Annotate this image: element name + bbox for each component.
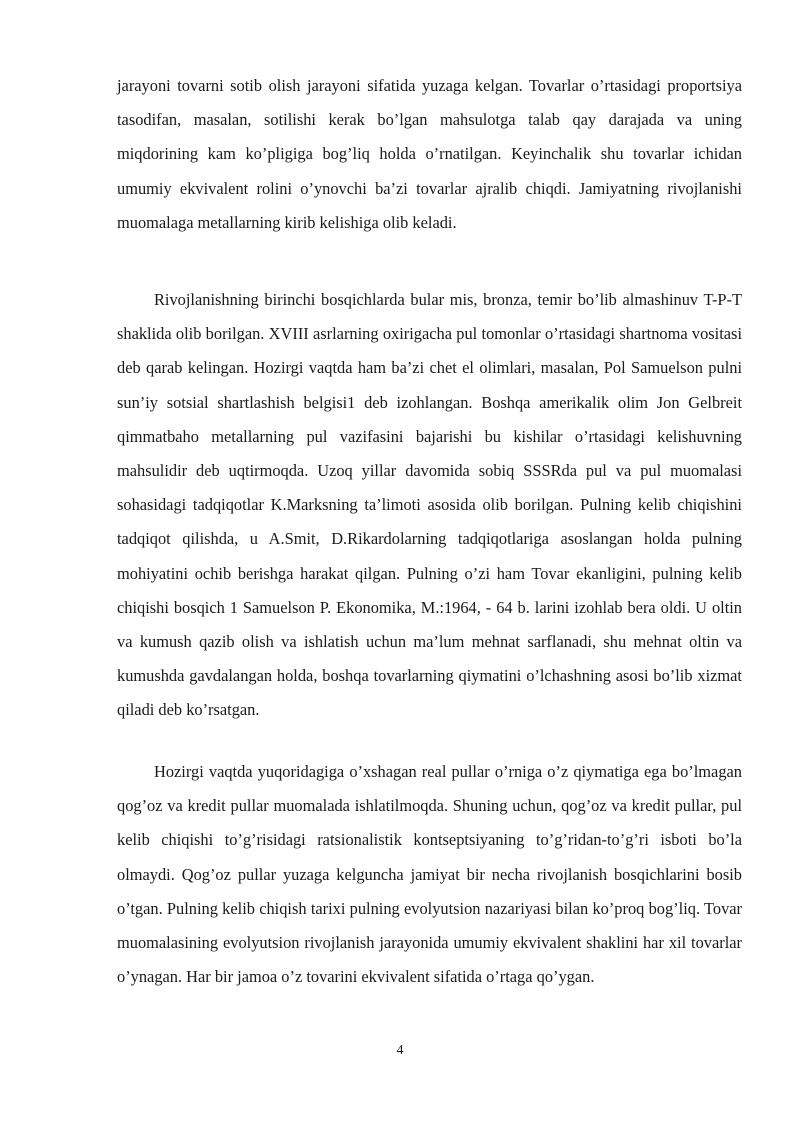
paragraph-1: jarayoni tovarni sotib olish jarayoni sifatida yuzaga kelgan. Tovarlar o’rtasidagi proportsiya tasodifan, masalan, sotilishi kerak bo’lgan mahsulotga talab qay darajada va uning miqdorining kam ko’pligiga bog’liq holda o’rnatilgan. Keyinchalik shu tovarlar ichidan umumiy ekvivalent rolini o’ynovchi ba’zi tovarlar ajralib chiqdi. Jamiyatning rivojlanishi muomalaga metallarning kirib kelishiga olib keladi. <box>117 76 742 232</box>
page-number: 4 <box>396 1043 404 1058</box>
paragraph-2: Rivojlanishning birinchi bosqichlarda bular mis, bronza, temir bo’lib almashinuv T-P-T shaklida olib borilgan. XVIII asrlarning oxirigacha pul tomonlar o’rtasidagi shartnoma vositasi deb qarab kelingan. Hozirgi vaqtda ham ba’zi chet el olimlari, masalan, Pol Samuelson pulni sun’iy sotsial shartlashish belgisi1 deb izohlangan. Boshqa amerikalik olim Jon Gelbreit qimmatbaho metallarning pul vazifasini bajarishi bu kishilar o’rtasidagi kelishuvning mahsulidir deb uqtirmoqda. Uzoq yillar davomida sobiq SSSRda pul va pul muomalasi sohasidagi tadqiqotlar K.Marksning ta’limoti asosida olib borilgan. Pulning kelib chiqishini tadqiqot qilishda, u A.Smit, D.Rikardolarning tadqiqotlariga asoslangan holda pulning mohiyatini ochib berishga harakat qilgan. Pulning o’zi ham Tovar ekanligini, pulning kelib chiqishi bosqich 1 Samuelson P. Ekonomika, M.:1964, - 64 b. larini izohlab bera oldi. U oltin va kumush qazib olish va ishlatish uchun ma’lum mehnat sarflanadi, shu mehnat oltin va kumushda gavdalangan holda, boshqa tovarlarning qiymatini o’lchashning asosi bo’lib xizmat qiladi deb ko’rsatgan. <box>117 290 742 720</box>
paragraph-3: Hozirgi vaqtda yuqoridagiga o’xshagan real pullar o’rniga o’z qiymatiga ega bo’lmagan qog’oz va kredit pullar muomalada ishlatilmoqda. Shuning uchun, qog’oz va kredit pullar, pul kelib chiqishi to’g’risidagi ratsionalistik kontseptsiyaning to’g’ridan-to’g’ri isboti bo’la olmaydi. Qog’oz pullar yuzaga kelguncha jamiyat bir necha rivojlanish bosqichlarini bosib o’tgan. Pulning kelib chiqish tarixi pulning evolyutsion nazariyasi bilan ko’proq bog’liq. Tovar muomalasining evolyutsion rivojlanish jarayonida umumiy ekvivalent shaklini har xil tovarlar o’ynagan. Har bir jamoa o’z tovarini ekvivalent sifatida o’rtaga qo’ygan. <box>117 762 742 987</box>
